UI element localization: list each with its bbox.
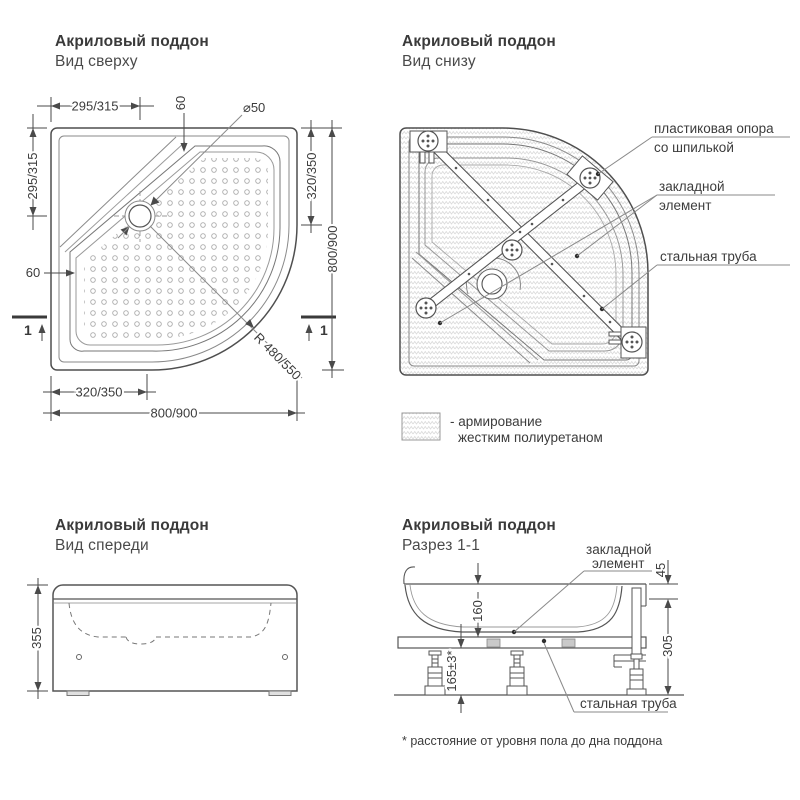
bottom-view-title: Акриловый поддон — [402, 33, 556, 50]
section-mark-left — [12, 317, 47, 341]
plastic-support-top-left — [418, 131, 438, 151]
section-view-panel — [394, 517, 684, 748]
section-view-subtitle: Разрез 1-1 — [402, 537, 481, 554]
callout-embed-line1: закладной — [659, 179, 725, 194]
section-callout-steel-pipe: стальная труба — [580, 696, 677, 711]
embed-element-1 — [487, 639, 500, 647]
front-view-panel — [27, 517, 297, 699]
foot-right — [269, 691, 291, 696]
callout-plastic-support-line1: пластиковая опора — [654, 121, 774, 136]
dim-corner-radius: R 480/550 — [251, 329, 305, 383]
legend-line1: - армирование — [450, 414, 543, 429]
dim-right-straight: 320/350 — [304, 152, 319, 200]
dim-front-height: 355 — [29, 627, 44, 649]
reinforcement-legend — [402, 413, 603, 445]
front-view-title: Акриловый поддон — [55, 517, 209, 534]
dim-left-height: 295/315 — [25, 152, 40, 200]
dim-floor-clearance: 165±3* — [444, 650, 459, 692]
plastic-support-bottom-right — [622, 332, 642, 352]
dim-top-seat: 60 — [173, 95, 188, 111]
top-view-subtitle: Вид сверху — [55, 53, 138, 70]
plastic-support-center — [502, 240, 522, 260]
plastic-support-arc — [580, 168, 600, 188]
front-view-dimensions — [27, 578, 48, 699]
bottom-view-subtitle: Вид снизу — [402, 53, 476, 70]
leg-left — [425, 651, 445, 695]
dim-left-seat: 60 — [25, 265, 41, 280]
section-view-title: Акриловый поддон — [402, 517, 556, 534]
dim-total-height: 305 — [660, 635, 675, 657]
leg-middle — [507, 651, 527, 695]
legend-swatch — [402, 413, 440, 440]
embed-element-2 — [562, 639, 575, 647]
legend-line2: жестким полиуретаном — [458, 430, 603, 445]
dim-top-width: 295/315 — [71, 98, 119, 114]
callout-plastic-support-line2: со шпилькой — [654, 140, 734, 155]
top-view-panel — [12, 33, 344, 421]
dim-bottom-straight: 320/350 — [75, 384, 123, 400]
frame-bar — [398, 637, 646, 648]
section-footnote: * расстояние от уровня пола до дна поддона — [402, 734, 663, 748]
front-view-body — [53, 585, 297, 696]
section-callout-embed-line1: закладной — [586, 542, 652, 557]
dim-depth: 160 — [470, 600, 485, 622]
section-view-body — [394, 567, 684, 695]
bottom-view-panel — [400, 33, 790, 445]
section-mark-right-label: 1 — [320, 322, 328, 338]
section-mark-right — [301, 317, 336, 341]
section-mark-left-label: 1 — [24, 322, 32, 338]
dim-bottom-total: 800/900 — [150, 405, 198, 421]
plastic-support-bottom-left — [416, 298, 436, 318]
front-view-subtitle: Вид спереди — [55, 537, 149, 554]
dim-right-total: 800/900 — [325, 225, 340, 273]
dim-rim-height: 45 — [653, 562, 668, 578]
dim-drain-diameter: ⌀50 — [243, 100, 266, 115]
top-view-title: Акриловый поддон — [55, 33, 209, 50]
foot-left — [67, 691, 89, 696]
callout-steel-pipe: стальная труба — [660, 249, 757, 264]
callout-embed-line2: элемент — [659, 198, 712, 213]
section-callout-embed-line2: элемент — [592, 556, 645, 571]
